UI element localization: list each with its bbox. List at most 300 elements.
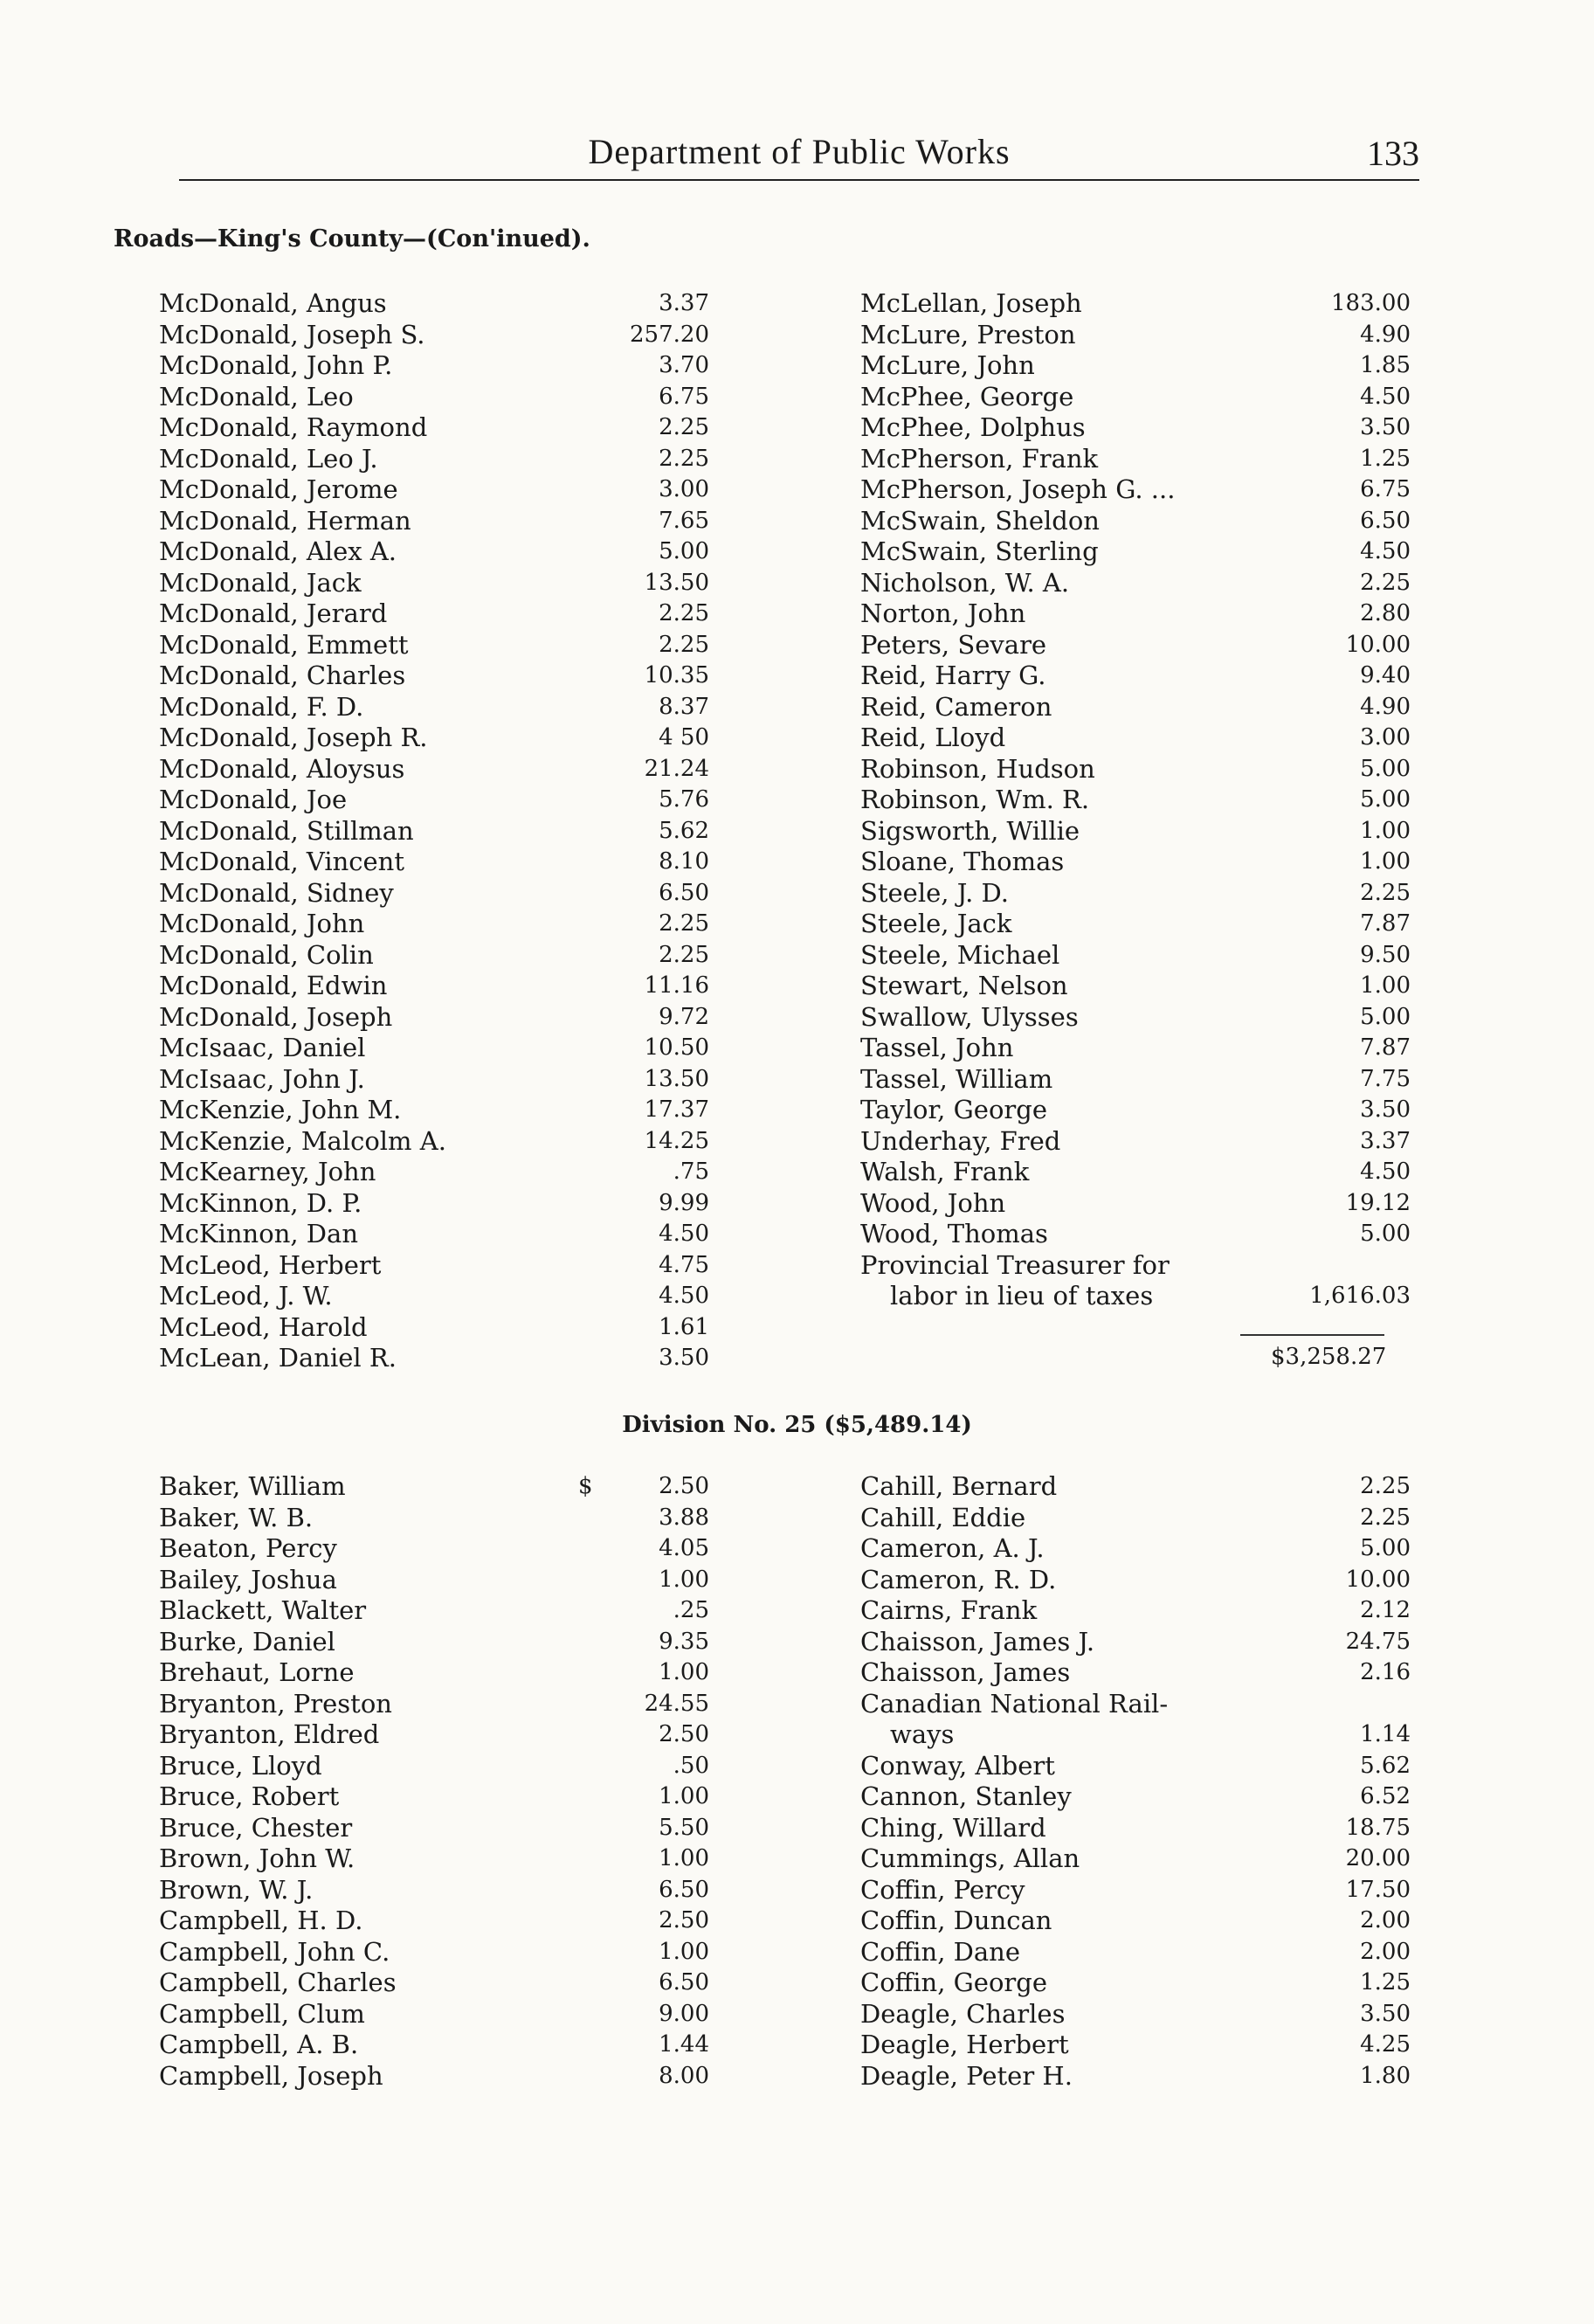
payee-name: Deagle, Charles bbox=[860, 1998, 1066, 2029]
payee-name: McLeod, Harold bbox=[159, 1311, 368, 1342]
payee-name: Baker, W. B. bbox=[159, 1502, 314, 1532]
payee-name: Steele, Jack bbox=[860, 909, 1012, 938]
payee-name: Bailey, Joshua bbox=[159, 1564, 337, 1594]
payment-amount: 6.50 bbox=[659, 1876, 709, 1903]
payee-name: ways bbox=[890, 1719, 955, 1749]
payment-amount: 1.61 bbox=[659, 1313, 709, 1340]
ledger-row bbox=[860, 1064, 1411, 1096]
payment-amount: 1.00 bbox=[1360, 817, 1411, 844]
payment-amount: 3.50 bbox=[1360, 414, 1411, 440]
ledger-row bbox=[159, 878, 709, 910]
ledger-row bbox=[860, 506, 1411, 537]
payee-name: Deagle, Peter H. bbox=[860, 2060, 1073, 2091]
payment-amount: 9.40 bbox=[1360, 662, 1411, 688]
page-title: Department of Public Works bbox=[588, 132, 1011, 171]
payee-name: McSwain, Sheldon bbox=[860, 505, 1100, 536]
ledger-row bbox=[860, 971, 1411, 1002]
ledger-row bbox=[159, 568, 709, 599]
ledger-row bbox=[159, 1595, 709, 1627]
ledger-row bbox=[860, 1968, 1411, 1999]
ledger-row bbox=[860, 1095, 1411, 1126]
header-rule bbox=[179, 179, 1419, 181]
payment-amount: 4.50 bbox=[1360, 538, 1411, 564]
ledger-row bbox=[860, 723, 1411, 754]
payment-amount: 2.25 bbox=[659, 910, 709, 937]
ledger-row bbox=[159, 2061, 709, 2092]
payment-amount: 1.00 bbox=[659, 1845, 709, 1871]
payee-name: Sigsworth, Willie bbox=[860, 815, 1080, 846]
payment-amount: 1.00 bbox=[1360, 972, 1411, 999]
ledger-row bbox=[159, 444, 709, 475]
payee-name: McLure, John bbox=[860, 350, 1035, 380]
payment-amount: 9.72 bbox=[659, 1003, 709, 1030]
ledger-row bbox=[159, 940, 709, 972]
payment-amount: 257.20 bbox=[630, 321, 709, 348]
payee-name: Blackett, Walter bbox=[159, 1595, 367, 1625]
payment-amount: 2.25 bbox=[1360, 569, 1411, 596]
payment-amount: 5.00 bbox=[1360, 755, 1411, 782]
payment-amount: 5.62 bbox=[1360, 1752, 1411, 1779]
ledger-row bbox=[860, 568, 1411, 599]
payment-amount: 1,616.03 bbox=[1309, 1283, 1411, 1309]
ledger-row bbox=[159, 1503, 709, 1534]
payee-name: Reid, Harry G. bbox=[860, 661, 1046, 690]
payment-amount: 2.80 bbox=[1360, 600, 1411, 626]
payee-name: Robinson, Wm. R. bbox=[860, 785, 1090, 814]
payee-name: Reid, Lloyd bbox=[860, 723, 1006, 752]
payee-name: McPhee, Dolphus bbox=[860, 412, 1086, 442]
payee-name: Burke, Daniel bbox=[159, 1626, 335, 1657]
payment-amount: 8.00 bbox=[659, 2062, 709, 2089]
ledger-row bbox=[860, 1875, 1411, 1906]
payee-name: Campbell, Clum bbox=[159, 1998, 365, 2029]
ledger-row bbox=[159, 1343, 709, 1374]
payee-name: Bruce, Robert bbox=[159, 1781, 340, 1811]
payee-name: McKinnon, Dan bbox=[159, 1219, 359, 1248]
payee-name: Cummings, Allan bbox=[860, 1843, 1080, 1873]
ledger-row bbox=[159, 816, 709, 847]
payee-name: McDonald, Colin bbox=[159, 939, 374, 970]
payment-amount: 5.50 bbox=[659, 1814, 709, 1841]
payee-name: McKinnon, D. P. bbox=[159, 1187, 362, 1218]
payment-amount: 10.00 bbox=[1345, 631, 1411, 658]
payee-name: Sloane, Thomas bbox=[860, 847, 1065, 876]
payee-name: McDonald, Jerard bbox=[159, 598, 388, 628]
payment-amount: 4.90 bbox=[1360, 321, 1411, 348]
payment-amount: 5.00 bbox=[659, 538, 709, 564]
ledger-row bbox=[159, 971, 709, 1002]
payment-amount: 2.50 bbox=[659, 1721, 709, 1747]
ledger-row bbox=[860, 1219, 1411, 1250]
ledger-row bbox=[860, 630, 1411, 661]
payment-amount: 1.00 bbox=[659, 1938, 709, 1965]
payee-name: Nicholson, W. A. bbox=[860, 567, 1070, 598]
payment-amount: 9.99 bbox=[659, 1189, 709, 1216]
ledger-row bbox=[860, 1627, 1411, 1658]
ledger-row bbox=[860, 940, 1411, 972]
payment-amount: 4.50 bbox=[659, 1283, 709, 1309]
payment-amount: 2.25 bbox=[659, 600, 709, 626]
payee-name: Cannon, Stanley bbox=[860, 1781, 1072, 1811]
payee-name: McKenzie, Malcolm A. bbox=[159, 1125, 446, 1156]
page-number: 133 bbox=[1367, 134, 1419, 173]
payee-name: McIsaac, John J. bbox=[159, 1063, 365, 1094]
ledger-row bbox=[159, 1719, 709, 1751]
payment-amount: 11.16 bbox=[644, 972, 709, 999]
payee-name: Reid, Cameron bbox=[860, 691, 1052, 722]
ledger-row bbox=[860, 661, 1411, 692]
payment-amount: 18.75 bbox=[1345, 1814, 1411, 1841]
payment-amount: 14.25 bbox=[644, 1127, 709, 1154]
payment-amount: 6.50 bbox=[1360, 507, 1411, 534]
payee-name: Bruce, Chester bbox=[159, 1812, 353, 1843]
payment-amount: 7.75 bbox=[1360, 1065, 1411, 1092]
payment-amount: 9.50 bbox=[1360, 941, 1411, 968]
payment-amount: 5.00 bbox=[1360, 1003, 1411, 1030]
payment-amount: .25 bbox=[673, 1597, 709, 1623]
payee-name: McDonald, Joe bbox=[159, 785, 348, 814]
payment-amount: 8.37 bbox=[659, 693, 709, 720]
payment-amount: 2.16 bbox=[1360, 1659, 1411, 1685]
ledger-row bbox=[159, 1471, 709, 1503]
payee-name: Conway, Albert bbox=[860, 1750, 1055, 1781]
payee-name: Brown, W. J. bbox=[159, 1874, 314, 1905]
payee-name: McDonald, F. D. bbox=[159, 691, 364, 722]
ledger-row bbox=[860, 1689, 1411, 1720]
payment-amount: 3.50 bbox=[1360, 1096, 1411, 1123]
ledger-column-4 bbox=[860, 1471, 1411, 2092]
payment-amount: 7.87 bbox=[1360, 910, 1411, 937]
payee-name: McDonald, John P. bbox=[159, 350, 393, 380]
ledger-column-3 bbox=[159, 1471, 709, 2092]
payee-name: McDonald, Leo bbox=[159, 381, 354, 412]
payee-name: McDonald, John bbox=[159, 909, 365, 938]
payment-amount: 13.50 bbox=[644, 1065, 709, 1092]
ledger-row bbox=[159, 692, 709, 723]
payee-name: Bruce, Lloyd bbox=[159, 1750, 322, 1781]
ledger-row bbox=[860, 1126, 1411, 1158]
payee-name: Cahill, Bernard bbox=[860, 1471, 1058, 1501]
payee-name: Brown, John W. bbox=[159, 1843, 355, 1873]
ledger-row bbox=[159, 1751, 709, 1782]
payment-amount: 6.52 bbox=[1360, 1783, 1411, 1809]
ledger-row bbox=[860, 1533, 1411, 1565]
payment-amount: 10.50 bbox=[644, 1034, 709, 1061]
payment-amount: 3.37 bbox=[659, 290, 709, 316]
payment-amount: 4.50 bbox=[1360, 383, 1411, 410]
payment-amount: 2.50 bbox=[659, 1907, 709, 1933]
payee-name: Chaisson, James bbox=[860, 1657, 1071, 1687]
section-heading: Roads—King's County—(Con'inued). bbox=[114, 225, 590, 252]
ledger-row bbox=[860, 1813, 1411, 1844]
ledger-row bbox=[860, 288, 1411, 320]
payee-name: McDonald, Edwin bbox=[159, 971, 388, 1000]
ledger-row bbox=[860, 1503, 1411, 1534]
payment-amount: 1.00 bbox=[1360, 848, 1411, 875]
payee-name: Bryanton, Preston bbox=[159, 1688, 392, 1719]
ledger-row bbox=[159, 847, 709, 878]
ledger-row bbox=[159, 1219, 709, 1250]
payee-name: Campbell, John C. bbox=[159, 1936, 390, 1967]
payment-amount: 1.44 bbox=[659, 2031, 709, 2058]
payment-amount: 24.75 bbox=[1345, 1628, 1411, 1655]
ledger-row bbox=[159, 288, 709, 320]
payee-name: Norton, John bbox=[860, 598, 1026, 628]
payee-name: McDonald, Angus bbox=[159, 288, 387, 318]
payee-name: Swallow, Ulysses bbox=[860, 1001, 1079, 1032]
ledger-row bbox=[860, 1250, 1411, 1282]
payee-name: McDonald, Joseph S. bbox=[159, 319, 425, 349]
ledger-row bbox=[159, 1002, 709, 1034]
payee-name: McDonald, Herman bbox=[159, 505, 411, 536]
payee-name: Coffin, Duncan bbox=[860, 1906, 1052, 1935]
payment-amount: 13.50 bbox=[644, 569, 709, 596]
payee-name: McIsaac, Daniel bbox=[159, 1033, 366, 1062]
ledger-row bbox=[860, 2061, 1411, 2092]
payment-amount: 1.80 bbox=[1360, 2062, 1411, 2089]
payee-name: McDonald, Joseph bbox=[159, 1001, 393, 1032]
payee-name: McLure, Preston bbox=[860, 319, 1076, 349]
ledger-row bbox=[159, 1188, 709, 1220]
ledger-row bbox=[860, 909, 1411, 940]
ledger-row bbox=[159, 1813, 709, 1844]
payee-name: Walsh, Frank bbox=[860, 1157, 1030, 1186]
payee-name: McDonald, Raymond bbox=[159, 412, 428, 442]
payment-amount: 2.00 bbox=[1360, 1938, 1411, 1965]
payment-amount: 4.50 bbox=[1360, 1159, 1411, 1185]
payee-name: Peters, Sevare bbox=[860, 629, 1047, 660]
ledger-row bbox=[159, 1999, 709, 2030]
payment-amount: 2.25 bbox=[659, 445, 709, 472]
payee-name: Coffin, Dane bbox=[860, 1936, 1021, 1967]
payee-name: McDonald, Aloysus bbox=[159, 753, 405, 784]
payment-amount: 2.00 bbox=[1360, 1907, 1411, 1933]
payment-amount: 9.35 bbox=[659, 1628, 709, 1655]
payment-amount: 1.00 bbox=[659, 1783, 709, 1809]
payment-amount: 1.25 bbox=[1360, 445, 1411, 472]
payment-amount: 3.00 bbox=[659, 476, 709, 502]
ledger-row bbox=[159, 382, 709, 413]
ledger-row bbox=[159, 1250, 709, 1282]
ledger-row bbox=[159, 1657, 709, 1689]
ledger-row bbox=[860, 1906, 1411, 1937]
ledger-row bbox=[159, 785, 709, 816]
payment-amount: 2.50 bbox=[659, 1473, 709, 1499]
ledger-row bbox=[159, 1968, 709, 1999]
payee-name: Brehaut, Lorne bbox=[159, 1657, 355, 1687]
payee-name: McDonald, Sidney bbox=[159, 877, 394, 908]
ledger-row bbox=[159, 2030, 709, 2061]
ledger-row bbox=[860, 1565, 1411, 1596]
ledger-row bbox=[860, 1657, 1411, 1689]
payment-amount: 20.00 bbox=[1345, 1845, 1411, 1871]
page-header bbox=[179, 131, 1419, 183]
payee-name: McLeod, Herbert bbox=[159, 1249, 382, 1280]
payment-amount: 4.75 bbox=[659, 1251, 709, 1278]
ledger-row bbox=[159, 598, 709, 630]
ledger-row bbox=[159, 909, 709, 940]
ledger-row bbox=[159, 1843, 709, 1875]
payee-name: Canadian National Rail- bbox=[860, 1688, 1169, 1719]
ledger-row bbox=[159, 1781, 709, 1813]
payment-amount: 17.50 bbox=[1345, 1876, 1411, 1903]
ledger-row bbox=[159, 754, 709, 785]
payee-name: McDonald, Charles bbox=[159, 661, 406, 690]
ledger-row bbox=[159, 1064, 709, 1096]
ledger-row bbox=[159, 350, 709, 382]
ledger-row bbox=[860, 444, 1411, 475]
ledger-row bbox=[159, 1533, 709, 1565]
payment-amount: 3.70 bbox=[659, 352, 709, 378]
ledger-row bbox=[860, 1937, 1411, 1968]
ledger-row bbox=[860, 1002, 1411, 1034]
ledger-row bbox=[159, 1157, 709, 1188]
payment-amount: 7.87 bbox=[1360, 1034, 1411, 1061]
payment-amount: 17.37 bbox=[644, 1096, 709, 1123]
ledger-row bbox=[860, 1999, 1411, 2030]
ledger-row bbox=[159, 661, 709, 692]
payee-name: Cameron, A. J. bbox=[860, 1533, 1045, 1563]
total-rule bbox=[1240, 1334, 1384, 1336]
ledger-row bbox=[860, 350, 1411, 382]
ledger-row bbox=[159, 1095, 709, 1126]
dollar-sign: $ bbox=[578, 1473, 593, 1499]
payee-name: McKearney, John bbox=[159, 1157, 376, 1186]
payee-name: Ching, Willard bbox=[860, 1812, 1046, 1843]
payment-amount: 5.00 bbox=[1360, 786, 1411, 813]
ledger-row bbox=[860, 1471, 1411, 1503]
column-total: $3,258.27 bbox=[1271, 1344, 1387, 1370]
payee-name: Bryanton, Eldred bbox=[159, 1719, 380, 1749]
ledger-row bbox=[860, 536, 1411, 568]
ledger-row bbox=[860, 382, 1411, 413]
ledger-row bbox=[860, 1188, 1411, 1220]
payee-name: McDonald, Jerome bbox=[159, 474, 398, 504]
payee-name: McDonald, Joseph R. bbox=[159, 723, 428, 752]
ledger-row bbox=[860, 1751, 1411, 1782]
payee-name: Cameron, R. D. bbox=[860, 1564, 1057, 1594]
payee-name: McSwain, Sterling bbox=[860, 536, 1099, 566]
payment-amount: 6.50 bbox=[659, 879, 709, 906]
ledger-row bbox=[860, 847, 1411, 878]
payment-amount: 5.00 bbox=[1360, 1221, 1411, 1247]
payment-amount: 1.25 bbox=[1360, 1969, 1411, 1995]
payment-amount: 5.76 bbox=[659, 786, 709, 813]
payment-amount: 8.10 bbox=[659, 848, 709, 875]
payee-name: Stewart, Nelson bbox=[860, 971, 1068, 1000]
ledger-row bbox=[860, 878, 1411, 910]
ledger-row bbox=[159, 1281, 709, 1312]
payee-name: McPherson, Joseph G. ... bbox=[860, 474, 1176, 504]
payee-name: Baker, William bbox=[159, 1471, 346, 1501]
ledger-column-1 bbox=[159, 288, 709, 1374]
payee-name: labor in lieu of taxes bbox=[890, 1281, 1154, 1311]
ledger-row bbox=[860, 1595, 1411, 1627]
payee-name: Cairns, Frank bbox=[860, 1595, 1038, 1625]
payment-amount: 2.25 bbox=[659, 414, 709, 440]
payee-name: McLellan, Joseph bbox=[860, 288, 1082, 318]
payee-name: McDonald, Emmett bbox=[159, 629, 409, 660]
ledger-row bbox=[159, 1565, 709, 1596]
payee-name: Chaisson, James J. bbox=[860, 1626, 1095, 1657]
payee-name: McDonald, Stillman bbox=[159, 815, 414, 846]
payment-amount: 2.25 bbox=[1360, 1504, 1411, 1531]
payee-name: Steele, Michael bbox=[860, 939, 1060, 970]
payment-amount: 3.50 bbox=[1360, 2000, 1411, 2027]
payee-name: McDonald, Vincent bbox=[159, 847, 405, 876]
payee-name: Deagle, Herbert bbox=[860, 2030, 1069, 2059]
ledger-row bbox=[860, 692, 1411, 723]
division-heading: Division No. 25 ($5,489.14) bbox=[622, 1412, 972, 1438]
payment-amount: 21.24 bbox=[644, 755, 709, 782]
payment-amount: 4.50 bbox=[659, 1221, 709, 1247]
ledger-row bbox=[860, 1281, 1411, 1312]
payment-amount: 4.90 bbox=[1360, 693, 1411, 720]
ledger-column-2 bbox=[860, 288, 1411, 1312]
payment-amount: 4 50 bbox=[659, 724, 709, 750]
payment-amount: 1.85 bbox=[1360, 352, 1411, 378]
payee-name: McKenzie, John M. bbox=[159, 1095, 402, 1124]
ledger-row bbox=[860, 320, 1411, 351]
payee-name: Campbell, A. B. bbox=[159, 2030, 359, 2059]
ledger-row bbox=[860, 598, 1411, 630]
ledger-row bbox=[860, 1843, 1411, 1875]
ledger-row bbox=[159, 723, 709, 754]
payee-name: Robinson, Hudson bbox=[860, 753, 1095, 784]
payee-name: Tassel, John bbox=[860, 1033, 1014, 1062]
payment-amount: 5.00 bbox=[1360, 1535, 1411, 1561]
payment-amount: 183.00 bbox=[1331, 290, 1411, 316]
ledger-row bbox=[860, 816, 1411, 847]
ledger-row bbox=[159, 412, 709, 444]
payee-name: Steele, J. D. bbox=[860, 877, 1009, 908]
ledger-row bbox=[159, 1312, 709, 1344]
payee-name: Tassel, William bbox=[860, 1063, 1053, 1094]
ledger-row bbox=[159, 1126, 709, 1158]
ledger-row bbox=[159, 1689, 709, 1720]
ledger-row bbox=[860, 1781, 1411, 1813]
payee-name: Wood, John bbox=[860, 1187, 1006, 1218]
ledger-row bbox=[860, 2030, 1411, 2061]
ledger-row bbox=[159, 1627, 709, 1658]
ledger-row bbox=[860, 1033, 1411, 1064]
payee-name: McDonald, Jack bbox=[159, 567, 362, 598]
payment-amount: 1.14 bbox=[1360, 1721, 1411, 1747]
payee-name: Cahill, Eddie bbox=[860, 1502, 1026, 1532]
ledger-row bbox=[159, 474, 709, 506]
payee-name: Provincial Treasurer for bbox=[860, 1249, 1170, 1280]
payment-amount: 3.88 bbox=[659, 1504, 709, 1531]
ledger-row bbox=[159, 1937, 709, 1968]
ledger-row bbox=[860, 754, 1411, 785]
payee-name: McLeod, J. W. bbox=[159, 1281, 333, 1311]
payment-amount: 10.35 bbox=[644, 662, 709, 688]
payee-name: Coffin, Percy bbox=[860, 1874, 1025, 1905]
payment-amount: 7.65 bbox=[659, 507, 709, 534]
payment-amount: 5.62 bbox=[659, 817, 709, 844]
payment-amount: 2.25 bbox=[659, 941, 709, 968]
payment-amount: 2.25 bbox=[1360, 1473, 1411, 1499]
ledger-row bbox=[159, 536, 709, 568]
ledger-row bbox=[860, 1719, 1411, 1751]
ledger-row bbox=[159, 1906, 709, 1937]
payee-name: Wood, Thomas bbox=[860, 1219, 1048, 1248]
payment-amount: 3.50 bbox=[659, 1345, 709, 1371]
ledger-row bbox=[860, 412, 1411, 444]
payee-name: McLean, Daniel R. bbox=[159, 1343, 397, 1373]
ledger-row bbox=[860, 1157, 1411, 1188]
payment-amount: 6.50 bbox=[659, 1969, 709, 1995]
